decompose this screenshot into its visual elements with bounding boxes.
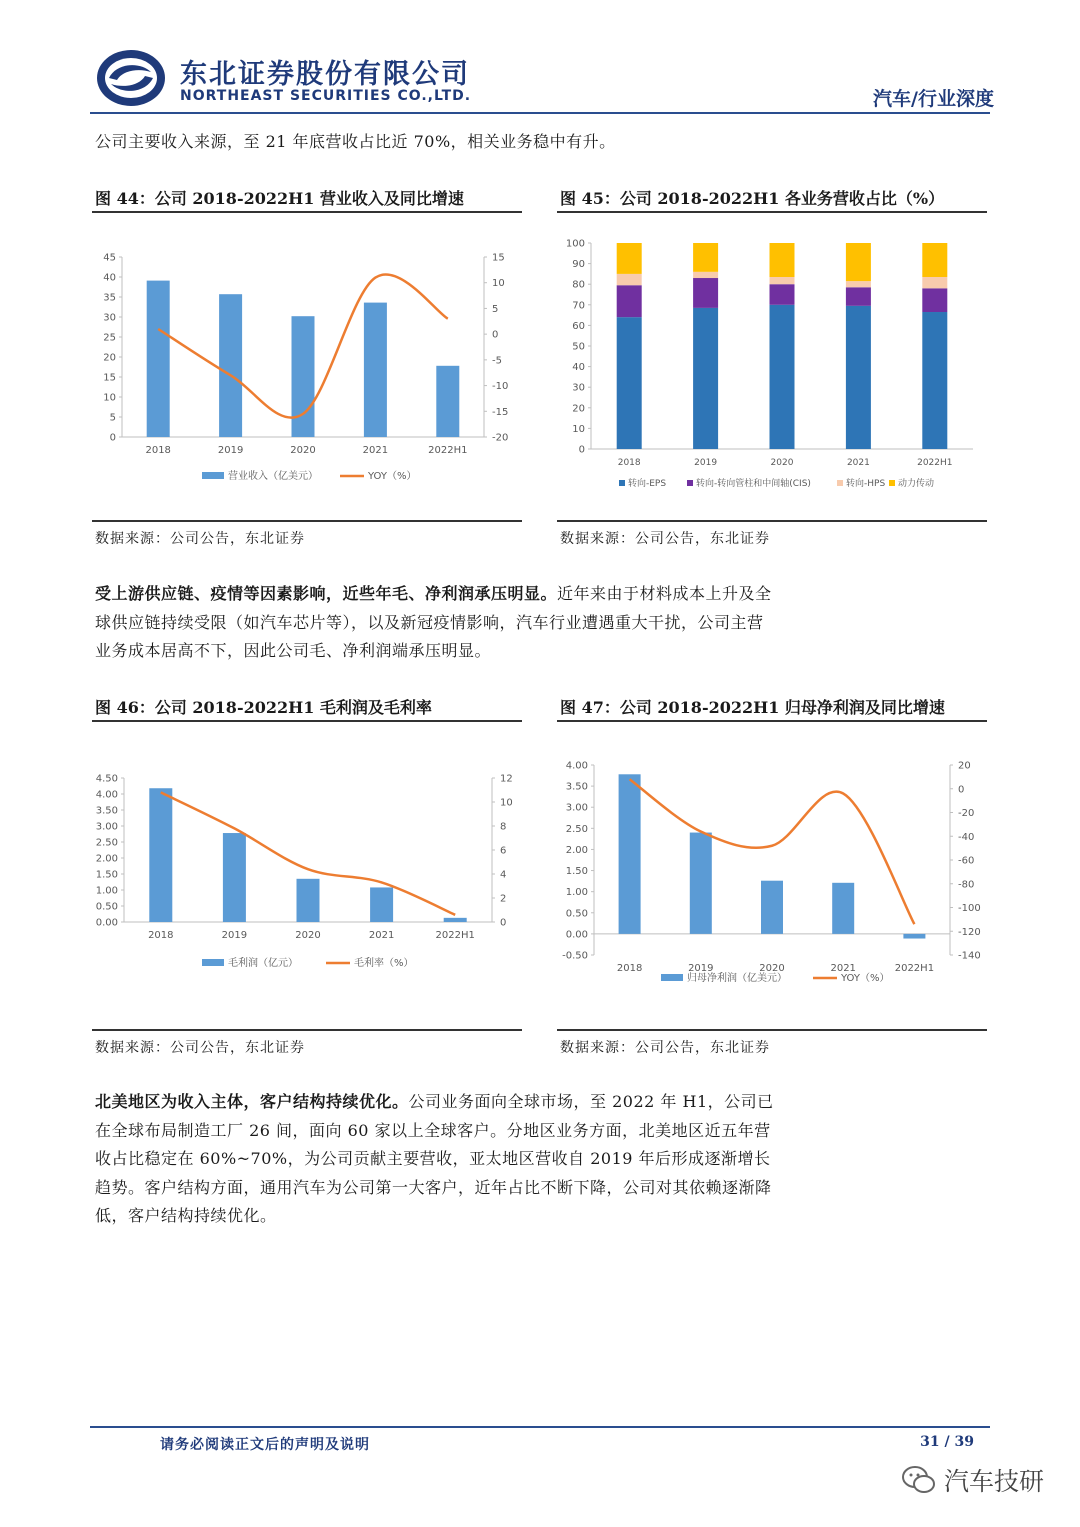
- fig47-left-tick-label: 1.00: [565, 887, 588, 899]
- fig46-left-tick-label: 3.00: [95, 821, 118, 833]
- fig47-bar: [903, 934, 925, 939]
- paragraph-profit-pressure-lead: 受上游供应链、疫情等因素影响，近些年毛、净利润承压明显。: [95, 584, 558, 603]
- fig47-left-tick-label: 2.00: [565, 844, 588, 856]
- fig46-legend-line-label: 毛利率（%）: [354, 958, 414, 969]
- fig44-right-tick-label: 10: [492, 278, 505, 290]
- fig45-stack-segment: [770, 305, 795, 449]
- intro-paragraph: 公司主要收入来源，至 21 年底营收占比近 70%，相关业务稳中有升。: [95, 132, 616, 151]
- fig44-right-tick-label: 0: [492, 329, 499, 341]
- fig46-left-tick-label: 2.50: [95, 837, 118, 849]
- fig47-bar: [761, 881, 783, 934]
- fig45-legend-label: 转向-转向管柱和中间轴(CIS): [696, 479, 811, 489]
- fig45-legend-label: 动力传动: [898, 479, 935, 489]
- fig47-right-tick-label: -40: [958, 831, 975, 843]
- fig45-left-tick-label: 70: [572, 300, 585, 312]
- fig44-title: 图 44：公司 2018-2022H1 营业收入及同比增速: [95, 189, 464, 208]
- fig45-stack-segment: [693, 308, 718, 449]
- fig44-left-tick-label: 25: [103, 332, 116, 344]
- fig47-x-tick-label: 2020: [759, 963, 785, 974]
- fig45-x-tick-label: 2018: [617, 458, 641, 468]
- fig44-x-tick-label: 2020: [290, 445, 316, 456]
- fig44-left-tick-label: 10: [103, 392, 116, 404]
- fig46-legend-bar-swatch: [202, 959, 224, 966]
- fig45-stack-segment: [846, 306, 871, 449]
- fig44-right-tick-label: 15: [492, 252, 505, 264]
- fig47-left-tick-label: -0.50: [562, 950, 588, 962]
- fig47-legend-line-label: YOY（%）: [841, 973, 890, 984]
- fig44-x-tick-label: 2022H1: [428, 445, 468, 456]
- fig47-right-tick-label: -80: [958, 879, 975, 891]
- fig47-legend-bar-label: 归母净利润（亿美元）: [687, 973, 787, 984]
- fig45-top-rule: [557, 211, 987, 213]
- fig44-right-tick-label: -10: [492, 381, 509, 393]
- fig46-left-tick-label: 2.00: [95, 853, 118, 865]
- paragraph-regional-customers-body: 公司业务面向全球市场，至 2022 年 H1，公司已在全球布局制造工厂 26 间，面向 60 家以上全球客户。分地区业务方面，北美地区近五年营收占比稳定在 60%~70%，为公司贡献主要营收，亚太地区营收自 2019 年后形成逐渐增长趋势。客户结构方面，通用汽车为公司第一大客户，近年占比不断下降，公司对其依赖逐渐降低，客户结构持续优化。: [95, 1092, 774, 1225]
- fig46-bar: [444, 918, 467, 922]
- fig45-left-tick-label: 0: [578, 444, 585, 456]
- fig45-stack-segment: [922, 277, 947, 288]
- fig44-source: 数据来源：公司公告，东北证券: [95, 531, 305, 547]
- fig47-source: 数据来源：公司公告，东北证券: [560, 1040, 770, 1056]
- fig47-left-tick-label: 4.00: [565, 760, 588, 772]
- fig45-stack-segment: [846, 287, 871, 306]
- fig46-left-tick-label: 0.00: [95, 917, 118, 929]
- page-number: 31 / 39: [920, 1434, 974, 1450]
- fig45-stack-segment: [617, 317, 642, 449]
- fig46-x-tick-label: 2021: [368, 930, 395, 941]
- fig45-stack-segment: [846, 281, 871, 287]
- fig46-source: 数据来源：公司公告，东北证券: [95, 1040, 305, 1056]
- fig47-chart: [557, 750, 987, 990]
- fig45-bottom-rule: [557, 520, 987, 522]
- fig45-chart: [557, 228, 987, 496]
- fig45-stack-segment: [922, 243, 947, 277]
- fig44-top-rule: [92, 211, 522, 213]
- fig44-left-tick-label: 45: [103, 252, 116, 264]
- fig44-bar: [292, 316, 315, 437]
- fig44-x-tick-label: 2021: [362, 445, 389, 456]
- fig46-chart: [92, 760, 522, 975]
- fig45-source: 数据来源：公司公告，东北证券: [560, 531, 770, 547]
- fig47-bar: [690, 833, 712, 934]
- fig47-top-rule: [557, 720, 987, 722]
- fig45-stack-segment: [922, 312, 947, 449]
- fig46-legend-bar-label: 毛利润（亿元）: [228, 958, 298, 969]
- fig44-bar: [147, 281, 170, 437]
- fig46-x-tick-label: 2020: [295, 930, 321, 941]
- fig44-left-tick-label: 30: [103, 312, 116, 324]
- fig45-stack-segment: [617, 285, 642, 317]
- fig45-left-tick-label: 50: [572, 341, 585, 353]
- fig45-stack-segment: [770, 243, 795, 277]
- fig46-bar: [223, 833, 246, 922]
- fig47-right-tick-label: -140: [958, 950, 981, 962]
- fig44-bottom-rule: [92, 520, 522, 522]
- fig45-left-tick-label: 20: [572, 403, 585, 415]
- fig47-bottom-rule: [557, 1029, 987, 1031]
- fig46-right-tick-label: 10: [500, 797, 513, 809]
- fig45-left-tick-label: 40: [572, 362, 585, 374]
- fig45-x-tick-label: 2019: [694, 458, 718, 468]
- fig44-left-tick-label: 35: [103, 292, 116, 304]
- fig44-legend-bar-label: 营业收入（亿美元）: [228, 471, 318, 482]
- fig45-stack-segment: [922, 288, 947, 312]
- fig44-bar: [219, 294, 242, 437]
- fig46-bar: [297, 879, 320, 922]
- fig46-left-tick-label: 4.50: [95, 773, 118, 785]
- fig44-left-tick-label: 5: [109, 412, 116, 424]
- company-name-en: NORTHEAST SECURITIES CO.,LTD.: [180, 88, 472, 104]
- fig45-legend-swatch: [837, 480, 843, 486]
- fig44-left-tick-label: 40: [103, 272, 116, 284]
- fig44-legend-line-label: YOY（%）: [368, 471, 417, 482]
- paragraph-regional-customers: [95, 1088, 775, 1231]
- wechat-watermark: [902, 1462, 1044, 1498]
- fig45-x-tick-label: 2020: [770, 458, 794, 468]
- fig46-top-rule: [92, 720, 522, 722]
- fig47-left-tick-label: 3.00: [565, 802, 588, 814]
- fig46-bar: [370, 887, 393, 922]
- fig44-left-tick-label: 15: [103, 372, 116, 384]
- fig46-x-tick-label: 2019: [221, 930, 248, 941]
- fig45-legend-swatch: [687, 480, 693, 486]
- fig47-x-tick-label: 2022H1: [894, 963, 935, 974]
- paragraph-regional-customers-lead: 北美地区为收入主体，客户结构持续优化。: [95, 1092, 409, 1111]
- paragraph-profit-pressure: [95, 580, 775, 666]
- fig46-left-tick-label: 1.50: [95, 869, 118, 881]
- fig45-left-tick-label: 80: [572, 279, 585, 291]
- fig45-left-tick-label: 60: [572, 320, 585, 332]
- fig46-right-tick-label: 0: [500, 917, 507, 929]
- fig45-title: 图 45：公司 2018-2022H1 各业务营收占比（%）: [560, 189, 945, 208]
- footer-rule: [90, 1426, 990, 1428]
- fig47-left-tick-label: 0.50: [565, 908, 588, 920]
- fig45-stack-segment: [770, 277, 795, 284]
- fig45-legend-swatch: [619, 480, 625, 486]
- fig47-left-tick-label: 0.00: [565, 929, 588, 941]
- header-rule: [90, 112, 990, 114]
- fig47-right-tick-label: -120: [958, 926, 981, 938]
- fig46-left-tick-label: 4.00: [95, 789, 118, 801]
- fig45-x-tick-label: 2022H1: [917, 458, 953, 468]
- fig46-title: 图 46：公司 2018-2022H1 毛利润及毛利率: [95, 698, 432, 717]
- fig47-bar: [619, 774, 641, 934]
- fig47-right-tick-label: -60: [958, 855, 975, 867]
- fig45-left-tick-label: 30: [572, 382, 585, 394]
- fig47-left-tick-label: 3.50: [565, 781, 588, 793]
- fig44-bar: [436, 366, 459, 437]
- fig44-right-tick-label: -15: [492, 406, 509, 418]
- fig45-left-tick-label: 100: [565, 238, 585, 250]
- fig44-left-tick-label: 20: [103, 352, 116, 364]
- fig44-x-tick-label: 2019: [217, 445, 244, 456]
- fig46-right-tick-label: 4: [500, 869, 507, 881]
- fig46-bottom-rule: [92, 1029, 522, 1031]
- fig45-stack-segment: [617, 243, 642, 274]
- fig46-x-tick-label: 2018: [148, 930, 174, 941]
- fig45-stack-segment: [617, 274, 642, 285]
- fig47-bar: [832, 883, 854, 934]
- fig47-right-tick-label: 0: [958, 784, 965, 796]
- fig46-left-tick-label: 1.00: [95, 885, 118, 897]
- fig45-stack-segment: [693, 243, 718, 272]
- fig46-left-tick-label: 0.50: [95, 901, 118, 913]
- fig47-right-tick-label: -100: [958, 903, 981, 914]
- fig46-bar: [149, 788, 172, 922]
- wechat-icon: [902, 1465, 936, 1495]
- company-name-cn: 东北证券股份有限公司: [180, 59, 470, 90]
- fig47-x-tick-label: 2018: [616, 963, 643, 974]
- fig47-right-tick-label: 20: [958, 760, 971, 772]
- fig47-legend-bar-swatch: [661, 974, 683, 981]
- fig44-chart: [92, 230, 522, 495]
- fig47-title: 图 47：公司 2018-2022H1 归母净利润及同比增速: [560, 698, 945, 717]
- fig44-legend-bar-swatch: [202, 472, 224, 479]
- fig45-legend-label: 转向-EPS: [628, 479, 667, 489]
- fig47-left-tick-label: 1.50: [565, 866, 588, 878]
- fig45-stack-segment: [846, 243, 871, 281]
- fig47-x-tick-label: 2021: [830, 963, 856, 974]
- fig46-right-tick-label: 6: [500, 845, 507, 857]
- fig47-right-tick-label: -20: [958, 808, 975, 819]
- fig45-stack-segment: [770, 284, 795, 305]
- fig46-right-tick-label: 2: [500, 893, 507, 905]
- fig44-right-tick-label: -5: [492, 355, 502, 367]
- report-section: 汽车/行业深度: [873, 88, 994, 110]
- fig44-right-tick-label: -20: [492, 432, 509, 444]
- fig47-x-tick-label: 2019: [688, 963, 714, 974]
- watermark-text: 汽车技研: [943, 1467, 1044, 1496]
- fig44-left-tick-label: 0: [109, 432, 116, 444]
- footer-disclaimer: 请务必阅读正文后的声明及说明: [160, 1437, 370, 1453]
- fig47-left-tick-label: 2.50: [565, 823, 588, 835]
- fig44-right-tick-label: 5: [492, 303, 499, 315]
- fig44-bar: [364, 303, 387, 437]
- fig45-stack-segment: [693, 272, 718, 278]
- fig45-legend-swatch: [889, 480, 895, 486]
- fig45-legend-label: 转向-HPS: [846, 479, 886, 489]
- fig45-left-tick-label: 90: [572, 259, 585, 271]
- paragraph-profit-pressure-body: 近年来由于材料成本上升及全球供应链持续受限（如汽车芯片等），以及新冠疫情影响，汽车行业遭遇重大干扰，公司主营业务成本居高不下，因此公司毛、净利润端承压明显。: [95, 584, 772, 660]
- fig46-right-tick-label: 12: [500, 773, 513, 785]
- fig46-x-tick-label: 2022H1: [435, 930, 475, 941]
- fig45-x-tick-label: 2021: [846, 458, 870, 468]
- fig46-left-tick-label: 3.50: [95, 805, 118, 817]
- fig45-left-tick-label: 10: [572, 423, 585, 435]
- fig44-x-tick-label: 2018: [145, 445, 171, 456]
- fig46-right-tick-label: 8: [500, 821, 507, 833]
- company-logo: [95, 48, 167, 108]
- fig45-stack-segment: [693, 278, 718, 308]
